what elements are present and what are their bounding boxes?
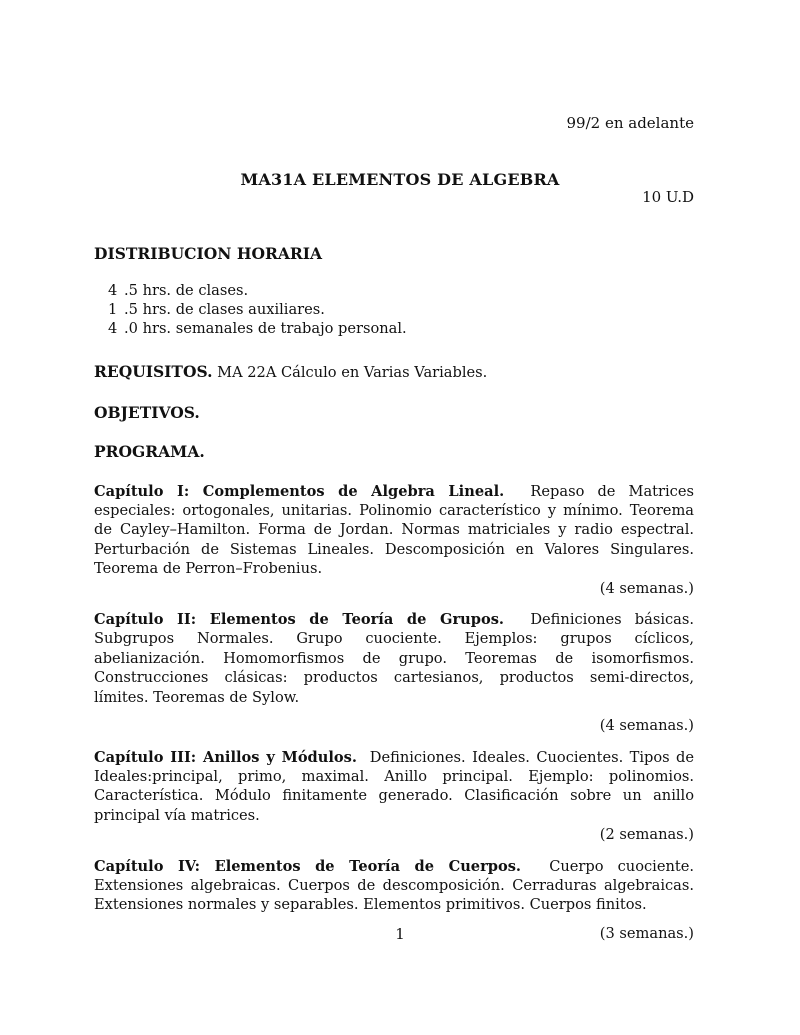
chapter-duration: (2 semanas.)	[599, 826, 694, 844]
chapter-body: Repaso de Matrices especiales: ortogonales, unitarias. Polinomio característico y mínimo. Teorema de Cayley–Hamilton. Forma de Jordan. Normas matriciales y radio espectral. Perturbación de Sistemas Lineales. Descomposición en Valores Singulares. Teorema de Perron–Frobenius.	[94, 482, 694, 578]
edition-note: 99/2 en adelante	[566, 114, 694, 132]
chapter-duration: (4 semanas.)	[599, 579, 694, 597]
chapter-title: Capítulo I: Complementos de Algebra Lineal.	[94, 482, 505, 500]
schedule-hours-text: .5 hrs. de clases.	[124, 282, 249, 300]
schedule-hours-text: .5 hrs. de clases auxiliares.	[124, 301, 325, 319]
requirements-paragraph	[94, 362, 694, 382]
chapter-3	[94, 748, 694, 845]
requirements-text: MA 22A Cálculo en Varias Variables.	[217, 364, 488, 382]
schedule-item	[108, 300, 694, 319]
chapter-title: Capítulo III: Anillos y Módulos.	[94, 748, 357, 766]
chapter-body: Definiciones. Ideales. Cuocientes. Tipos de Ideales:principal, primo, maximal. Anillo principal. Ejemplo: polinomios. Característica. Módulo finitamente generado. Clasificación sobre un anillo principal vía matrices.	[94, 748, 694, 824]
course-credits: 10 U.D	[642, 188, 694, 206]
chapter-title: Capítulo IV: Elementos de Teoría de Cuerpos.	[94, 857, 522, 875]
chapter-text	[94, 857, 694, 915]
chapter-1	[94, 482, 694, 598]
schedule-hours-number: 4	[108, 320, 118, 338]
chapter-body: Definiciones básicas. Subgrupos Normales. Grupo cuociente. Ejemplos: grupos cíclicos, abelianización. Homomorfismos de grupo. Teoremas de isomorfismos. Construcciones clásicas: productos cartesianos, productos semi-directos, límites. Teoremas de Sylow.	[94, 611, 695, 706]
program-heading: PROGRAMA.	[94, 442, 205, 462]
chapter-list	[94, 482, 694, 944]
chapter-title: Capítulo II: Elementos de Teoría de Grupos.	[94, 611, 504, 629]
schedule-item	[108, 319, 694, 338]
page-number: 1	[395, 925, 405, 943]
schedule-item	[108, 281, 694, 300]
chapter-duration: (3 semanas.)	[599, 924, 694, 942]
chapter-2	[94, 610, 694, 735]
schedule-hours-text: .0 hrs. semanales de trabajo personal.	[124, 320, 407, 338]
chapter-body: Cuerpo cuociente. Extensiones algebraicas. Cuerpos de descomposición. Cerraduras algebraicas. Extensiones normales y separables. Elementos primitivos. Cuerpos finitos.	[94, 857, 695, 914]
schedule-list	[108, 281, 694, 338]
chapter-text	[94, 748, 694, 826]
chapter-text	[94, 610, 694, 707]
course-title: MA31A ELEMENTOS DE ALGEBRA	[240, 170, 560, 189]
objectives-heading: OBJETIVOS.	[94, 402, 200, 422]
schedule-hours-number: 4	[108, 282, 118, 300]
chapter-duration: (4 semanas.)	[599, 717, 694, 735]
requirements-label: REQUISITOS.	[94, 362, 213, 382]
chapter-text	[94, 482, 694, 579]
distribution-heading: DISTRIBUCION HORARIA	[94, 244, 323, 263]
document-body	[94, 244, 694, 955]
schedule-hours-number: 1	[108, 301, 118, 319]
